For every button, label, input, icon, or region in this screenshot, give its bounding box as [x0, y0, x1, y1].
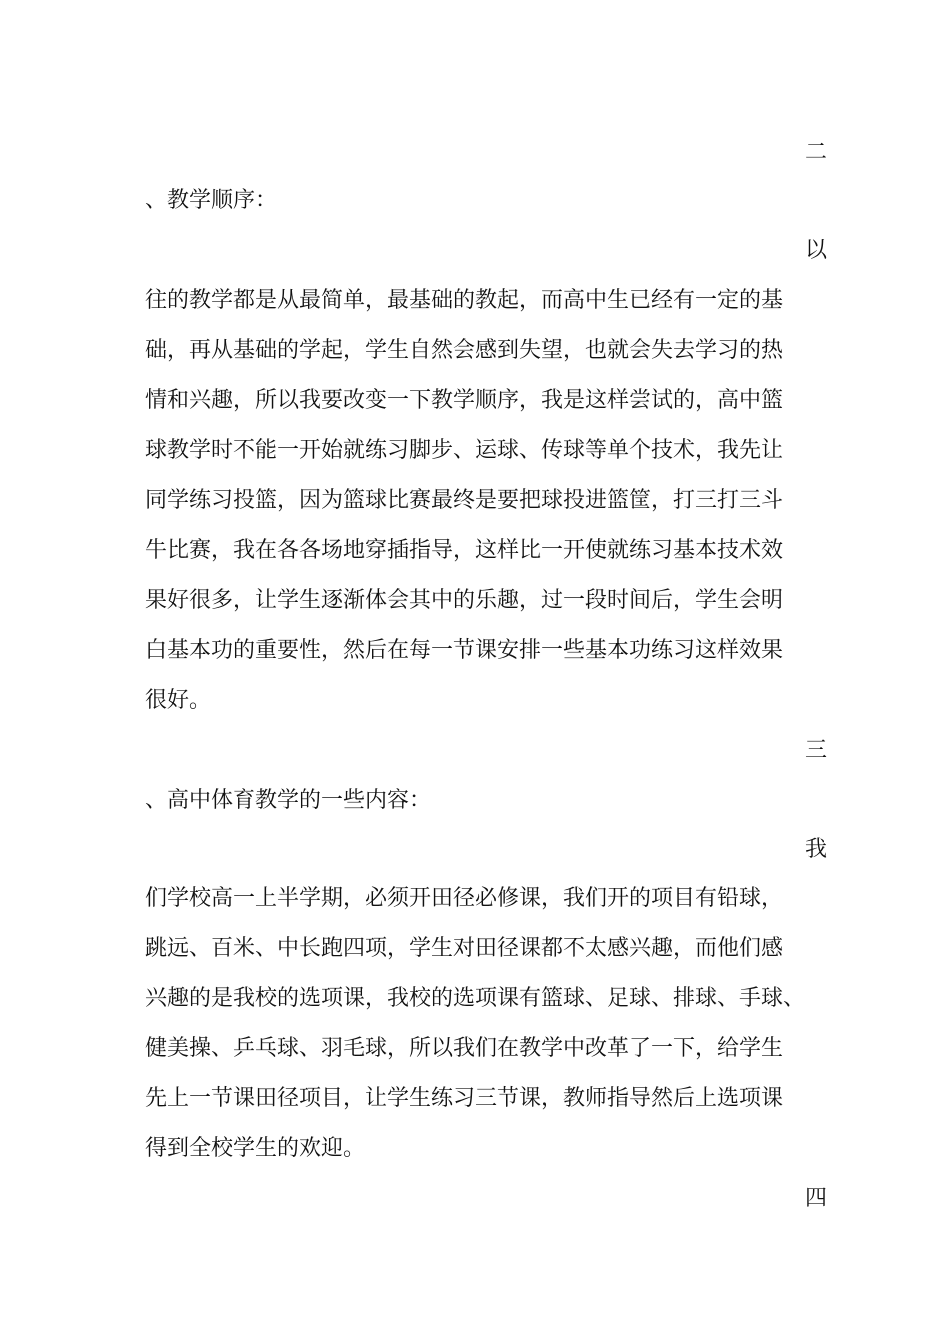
paragraph-line: 础，再从基础的学起，学生自然会感到失望，也就会失去学习的热: [145, 338, 784, 363]
paragraph-line: 白基本功的重要性，然后在每一节课安排一些基本功练习这样效果: [145, 638, 784, 663]
paragraph-line: 健美操、乒乓球、羽毛球，所以我们在教学中改革了一下，给学生: [145, 1036, 784, 1061]
paragraph-line: 先上一节课田径项目，让学生练习三节课，教师指导然后上选项课: [145, 1086, 784, 1111]
paragraph-line: 很好。: [145, 688, 212, 713]
section-2-numeral: 二: [804, 140, 827, 165]
section-3-heading: 、高中体育教学的一些内容：: [145, 788, 432, 813]
paragraph-line: 同学练习投篮，因为篮球比赛最终是要把球投进篮筐，打三打三斗: [145, 488, 784, 513]
paragraph-line: 果好很多，让学生逐渐体会其中的乐趣，过一段时间后，学生会明: [145, 588, 784, 613]
section-2-heading: 、教学顺序：: [145, 188, 278, 213]
paragraph-line: 牛比赛，我在各各场地穿插指导，这样比一开使就练习基本技术效: [145, 538, 784, 563]
paragraph-line: 得到全校学生的欢迎。: [145, 1136, 366, 1161]
paragraph-line: 往的教学都是从最简单，最基础的教起，而高中生已经有一定的基: [145, 288, 784, 313]
paragraph-line: 球教学时不能一开始就练习脚步、运球、传球等单个技术，我先让: [145, 438, 784, 463]
section-3-numeral: 三: [804, 738, 827, 763]
section-4-numeral: 四: [804, 1186, 827, 1211]
paragraph-line: 兴趣的是我校的选项课，我校的选项课有篮球、足球、排球、手球、: [145, 986, 806, 1011]
paragraph-line: 们学校高一上半学期，必须开田径必修课，我们开的项目有铅球，: [145, 886, 784, 911]
section-2-first-char: 以: [804, 238, 827, 263]
paragraph-line: 情和兴趣，所以我要改变一下教学顺序，我是这样尝试的，高中篮: [145, 388, 784, 413]
paragraph-line: 跳远、百米、中长跑四项，学生对田径课都不太感兴趣，而他们感: [145, 936, 784, 961]
section-3-first-char: 我: [804, 837, 827, 862]
